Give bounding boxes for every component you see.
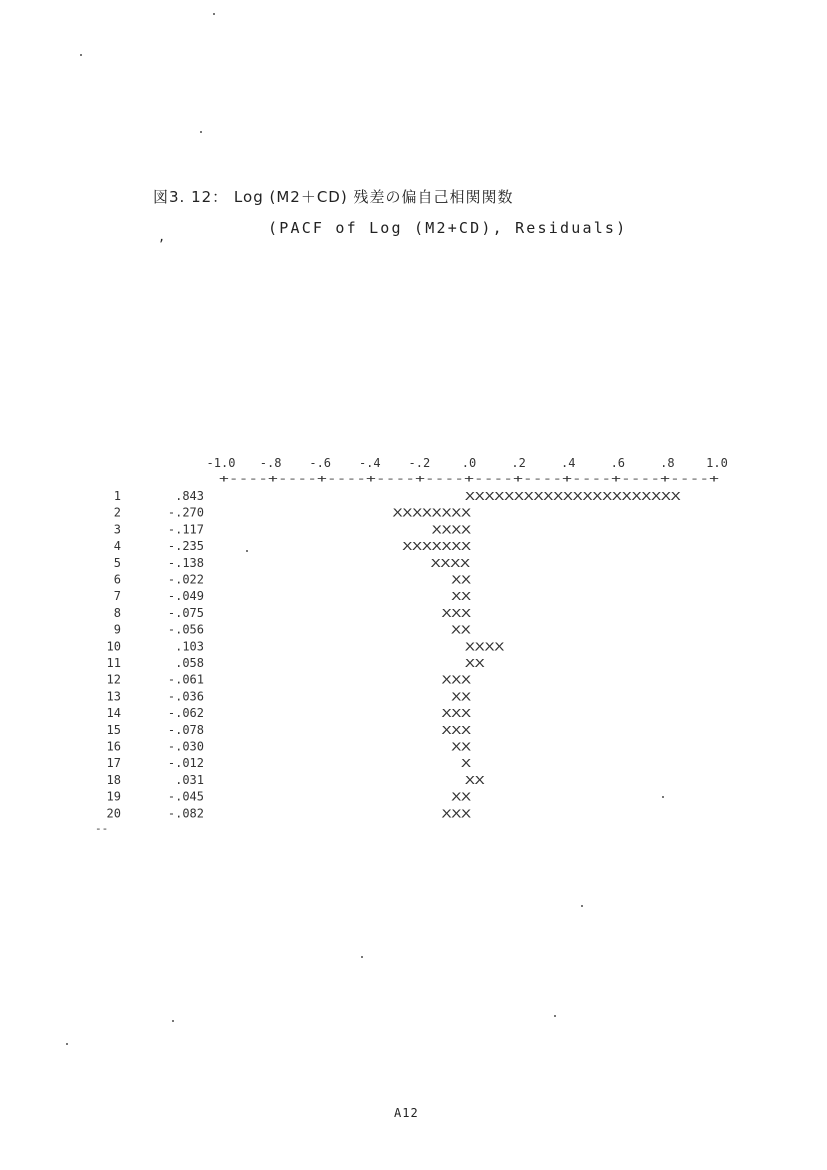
pacf-bar: XXX	[441, 723, 472, 737]
lag-label: 8	[113, 605, 121, 620]
x-tick-label: .6	[610, 456, 626, 470]
value-label: -.075	[167, 605, 204, 620]
lag-label: 19	[106, 789, 121, 804]
value-label: -.082	[167, 806, 204, 821]
scan-speck	[200, 131, 202, 133]
lag-label: 18	[106, 772, 121, 787]
page-number: A12	[394, 1106, 419, 1120]
lag-label: 13	[106, 689, 121, 704]
value-label: -.117	[167, 522, 204, 537]
scan-speck	[66, 1043, 68, 1045]
x-tick-label: .2	[511, 456, 526, 470]
pacf-bar: X	[461, 757, 472, 771]
footer-mark: --	[95, 822, 109, 835]
value-label: .103	[175, 639, 204, 654]
value-label: .843	[175, 489, 204, 503]
lag-label: 17	[106, 756, 121, 771]
x-tick-label: 1.0	[706, 456, 728, 470]
lag-label: 3	[113, 522, 121, 537]
lag-label: 6	[113, 572, 121, 587]
scan-speck	[554, 1015, 556, 1017]
value-label: -.056	[167, 622, 204, 637]
x-tick-label: -.6	[309, 456, 332, 470]
lag-label: 2	[113, 505, 121, 520]
scan-speck	[80, 54, 82, 56]
lag-label: 11	[106, 656, 121, 670]
value-label: -.061	[167, 672, 204, 687]
scan-speck	[581, 905, 583, 907]
value-label: -.049	[167, 589, 204, 604]
chart-subtitle: (PACF of Log (M2+CD), Residuals)	[268, 219, 628, 237]
lag-label: 12	[106, 672, 121, 687]
scan-speck	[662, 796, 664, 798]
value-label: -.235	[167, 539, 204, 554]
lag-label: 4	[113, 539, 121, 554]
value-label: -.270	[167, 505, 204, 520]
pacf-bar: XXX	[441, 807, 472, 821]
pacf-bar: XXXX	[430, 556, 471, 570]
x-tick-label: -.8	[259, 456, 282, 470]
pacf-bar: XXXX	[465, 640, 505, 654]
lag-label: 1	[113, 489, 121, 503]
lag-label: 20	[106, 806, 121, 821]
lag-label: 5	[113, 555, 121, 570]
pacf-bar: XXXXXXXX	[392, 506, 472, 520]
lag-label: 15	[106, 722, 121, 737]
pacf-bar: XXXXXXXXXXXXXXXXXXXXXX	[465, 490, 682, 503]
x-tick-label: -1.0	[206, 456, 236, 470]
x-tick-label: .8	[660, 456, 675, 470]
lag-label: 9	[113, 622, 121, 637]
value-label: -.022	[167, 572, 204, 587]
pacf-bar: XXX	[441, 707, 472, 721]
value-label: -.138	[167, 555, 204, 570]
pacf-bar: XX	[451, 623, 472, 637]
value-label: .058	[175, 656, 204, 670]
pacf-bar: XXX	[441, 606, 472, 620]
pacf-bar: XX	[451, 790, 472, 804]
value-label: .031	[175, 772, 204, 787]
pacf-bar: XX	[451, 740, 472, 754]
scan-speck	[213, 13, 215, 15]
value-label: -.012	[167, 756, 204, 771]
x-tick-label: .4	[560, 456, 576, 470]
pacf-bar: XXXX	[431, 523, 472, 537]
scan-speck	[246, 550, 248, 552]
pacf-bar: XXX	[441, 673, 472, 687]
x-tick-label: .0	[461, 456, 477, 470]
lag-label: 16	[106, 739, 121, 754]
lag-label: 7	[113, 589, 121, 604]
scan-speck	[361, 956, 363, 958]
pacf-bar: XX	[465, 657, 486, 670]
scan-speck	[172, 1020, 174, 1022]
x-tick-label: -.2	[408, 456, 431, 470]
pacf-bar: XX	[451, 573, 472, 587]
x-axis-rule: +----+----+----+----+----+----+----+----+----+----+	[219, 472, 720, 485]
pacf-bar: XX	[451, 590, 472, 604]
pacf-bar: XX	[451, 690, 472, 704]
value-label: -.036	[167, 689, 204, 704]
pacf-bar: XXXXXXX	[402, 540, 472, 554]
lag-label: 14	[106, 706, 121, 721]
x-tick-label: -.4	[358, 456, 381, 470]
chart-title: 図3. 12： Log (M2＋CD) 残差の偏自己相関関数	[153, 188, 514, 206]
pacf-bar: XX	[465, 773, 486, 787]
value-label: -.078	[167, 722, 204, 737]
lag-label: 10	[106, 639, 121, 654]
value-label: -.045	[167, 789, 204, 804]
value-label: -.062	[167, 706, 204, 721]
margin-mark: ,	[158, 230, 166, 244]
value-label: -.030	[167, 739, 204, 754]
